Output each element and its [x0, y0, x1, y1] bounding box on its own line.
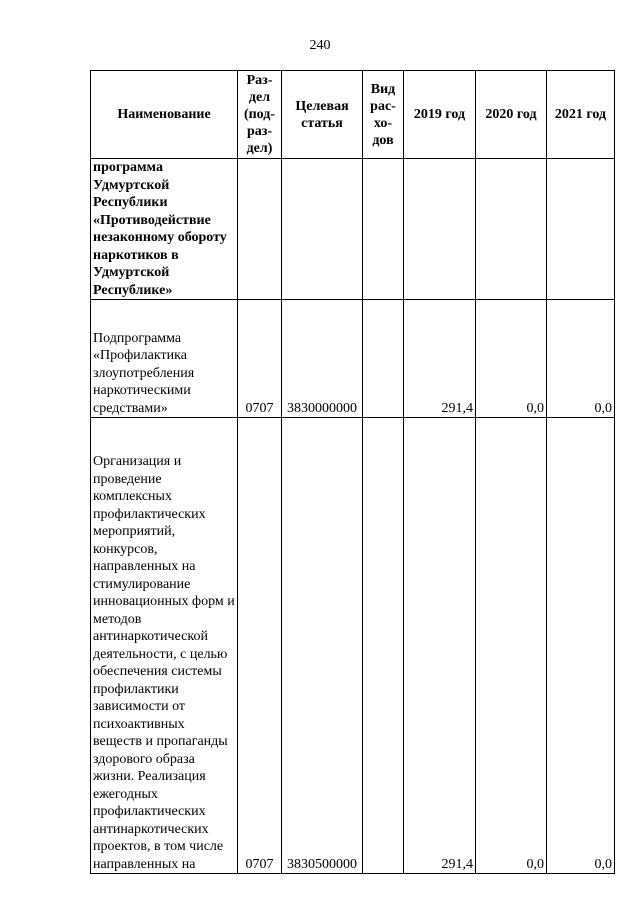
table-row: [91, 159, 615, 300]
row-name: Организация и проведение комплексных профилактических мероприятий, конкурсов, направленных на стимулирование инновационных форм и методов антинаркотической деятельности, с целью обеспечения системы профилактики зависимости от психоактивных веществ и пропаганды здорового образа жизни. Реализация ежегодных профилактических антинаркотических проектов, в том числе направленных на: [91, 418, 238, 874]
row-2020: 0,0: [476, 418, 547, 874]
row-section: [238, 159, 282, 300]
row-target: 3830500000: [282, 418, 363, 874]
row-section: 0707: [238, 300, 282, 418]
row-2021: 0,0: [547, 418, 615, 874]
page-number: 240: [309, 38, 331, 53]
row-name: программа Удмуртской Республики «Противодействие незаконному обороту наркотиков в Удмуртской Республике»: [91, 159, 238, 300]
header-2020: 2020 год: [476, 71, 547, 159]
row-target: 3830000000: [282, 300, 363, 418]
row-2021: 0,0: [547, 300, 615, 418]
row-2019: 291,4: [404, 300, 476, 418]
header-expense-type: Вид рас- хо- дов: [363, 71, 404, 159]
row-expense-type: [363, 300, 404, 418]
row-section: 0707: [238, 418, 282, 874]
row-target: [282, 159, 363, 300]
budget-table: [90, 70, 615, 874]
row-name: Подпрограмма «Профилактика злоупотребления наркотическими средствами»: [91, 300, 238, 418]
row-2021: [547, 159, 615, 300]
row-2019: [404, 159, 476, 300]
row-expense-type: [363, 418, 404, 874]
header-2019: 2019 год: [404, 71, 476, 159]
header-row: [91, 71, 615, 159]
row-2020: 0,0: [476, 300, 547, 418]
table-row: [91, 418, 615, 874]
header-target: Целевая статья: [282, 71, 363, 159]
row-2019: 291,4: [404, 418, 476, 874]
header-2021: 2021 год: [547, 71, 615, 159]
row-2020: [476, 159, 547, 300]
row-expense-type: [363, 159, 404, 300]
header-section: Раз- дел (под- раз- дел): [238, 71, 282, 159]
header-name: Наименование: [91, 71, 238, 159]
table-row: [91, 300, 615, 418]
